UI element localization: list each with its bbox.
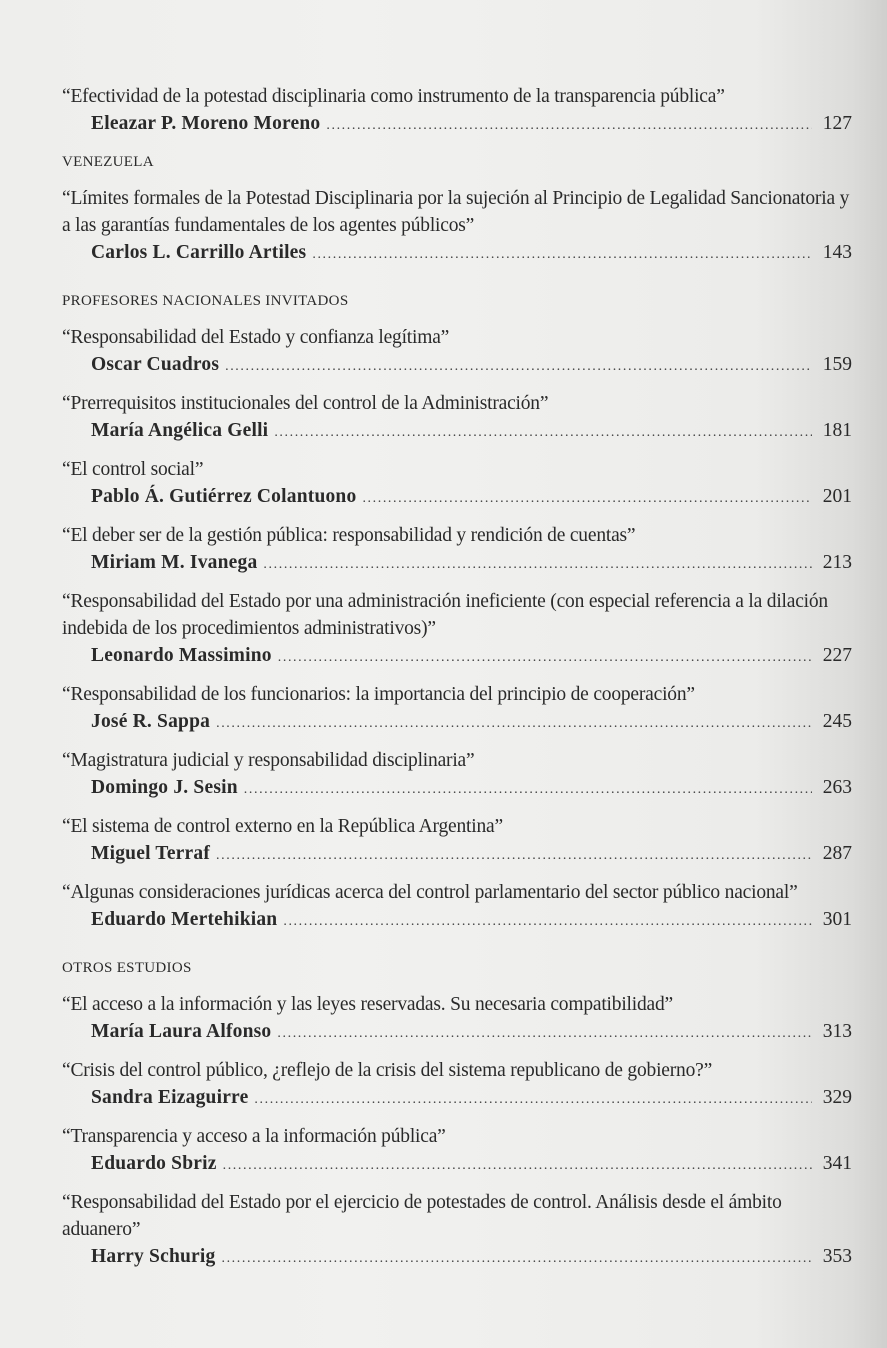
author-line (62, 351, 852, 381)
author-line (62, 483, 852, 513)
entry-page-number: 213 (822, 552, 852, 573)
author-line (62, 1084, 852, 1114)
entry-author: Miguel Terraf (91, 843, 211, 864)
entry-page-number: 301 (822, 909, 852, 930)
entry-title: “Transparencia y acceso a la información pública” (62, 1126, 446, 1147)
entry-title: “El deber ser de la gestión pública: responsabilidad y rendición de cuentas” (62, 525, 636, 546)
entry-title: “Magistratura judicial y responsabilidad disciplinaria” (62, 750, 475, 771)
entry-author: Eduardo Mertehikian (91, 909, 278, 930)
entry-title: “Algunas consideraciones jurídicas acerca del control parlamentario del sector público nacional” (62, 882, 798, 903)
toc-entry (62, 681, 852, 738)
toc-entry (62, 1123, 852, 1180)
toc-entry (62, 185, 852, 269)
author-line (62, 417, 852, 447)
entry-author: José R. Sappa (91, 711, 211, 732)
table-of-contents (62, 83, 852, 1282)
author-line (62, 774, 852, 804)
toc-entry (62, 390, 852, 447)
dot-leader (254, 1086, 812, 1114)
entry-author: Harry Schurig (91, 1246, 216, 1267)
entry-author: Oscar Cuadros (91, 354, 220, 375)
entry-title: “Prerrequisitos institucionales del control de la Administración” (62, 393, 549, 414)
author-line (62, 1150, 852, 1180)
entry-page-number: 245 (822, 711, 852, 732)
toc-entry (62, 522, 852, 579)
toc-entry (62, 879, 852, 936)
entry-author: Eduardo Sbriz (91, 1153, 217, 1174)
toc-entry (62, 1057, 852, 1114)
author-line (62, 1243, 852, 1273)
entry-title: “Responsabilidad del Estado por el ejercicio de potestades de control. Análisis desde el ámbito aduanero” (62, 1192, 782, 1240)
author-line (62, 1018, 852, 1048)
dot-leader (223, 1152, 812, 1180)
author-line (62, 906, 852, 936)
toc-entry (62, 991, 852, 1048)
dot-leader (362, 485, 812, 513)
author-line (62, 840, 852, 870)
dot-leader (263, 551, 812, 579)
entry-author: Eleazar P. Moreno Moreno (91, 113, 321, 134)
entry-page-number: 341 (822, 1153, 852, 1174)
entry-page-number: 159 (822, 354, 852, 375)
entry-page-number: 313 (822, 1021, 852, 1042)
dot-leader (326, 112, 812, 140)
author-line (62, 549, 852, 579)
entry-title: “Efectividad de la potestad disciplinaria como instrumento de la transparencia pública” (62, 86, 725, 107)
entry-author: María Angélica Gelli (91, 420, 269, 441)
entry-page-number: 287 (822, 843, 852, 864)
entry-page-number: 329 (822, 1087, 852, 1108)
entry-author: Sandra Eizaguirre (91, 1087, 249, 1108)
toc-entry (62, 1189, 852, 1273)
dot-leader (312, 241, 812, 269)
dot-leader (283, 908, 812, 936)
author-line (62, 642, 852, 672)
entry-author: Domingo J. Sesin (91, 777, 238, 798)
entry-page-number: 227 (822, 645, 852, 666)
toc-entry (62, 588, 852, 672)
entry-title: “Responsabilidad del Estado y confianza legítima” (62, 327, 450, 348)
dot-leader (225, 353, 812, 381)
entry-title: “El control social” (62, 459, 204, 480)
author-line (62, 110, 852, 140)
toc-entry (62, 747, 852, 804)
entry-title: “Crisis del control público, ¿reflejo de la crisis del sistema republicano de gobierno?” (62, 1060, 713, 1081)
entry-author: Carlos L. Carrillo Artiles (91, 242, 307, 263)
toc-entry (62, 324, 852, 381)
entry-title: “Responsabilidad del Estado por una administración ineficiente (con especial referencia a la dilación indebida de los procedimientos administrativos)” (62, 591, 828, 639)
entry-page-number: 353 (822, 1246, 852, 1267)
author-line (62, 708, 852, 738)
entry-page-number: 143 (822, 242, 852, 263)
entry-author: Pablo Á. Gutiérrez Colantuono (91, 486, 357, 507)
section-heading: PROFESORES NACIONALES INVITADOS (62, 293, 349, 309)
author-line (62, 239, 852, 269)
dot-leader (216, 842, 812, 870)
toc-entry (62, 83, 852, 140)
toc-entry (62, 456, 852, 513)
entry-page-number: 201 (822, 486, 852, 507)
dot-leader (216, 710, 812, 738)
dot-leader (278, 644, 812, 672)
section-heading: OTROS ESTUDIOS (62, 960, 192, 976)
entry-title: “Límites formales de la Potestad Disciplinaria por la sujeción al Principio de Legalidad Sancionatoria y a las garantías fundamentales de los agentes públicos” (62, 188, 850, 236)
entry-page-number: 263 (822, 777, 852, 798)
entry-author: Miriam M. Ivanega (91, 552, 258, 573)
entry-page-number: 181 (822, 420, 852, 441)
toc-entry (62, 813, 852, 870)
entry-author: Leonardo Massimino (91, 645, 272, 666)
dot-leader (244, 776, 812, 804)
entry-page-number: 127 (822, 113, 852, 134)
dot-leader (274, 419, 812, 447)
entry-title: “El sistema de control externo en la República Argentina” (62, 816, 503, 837)
dot-leader (221, 1245, 812, 1273)
entry-title: “El acceso a la información y las leyes reservadas. Su necesaria compatibilidad” (62, 994, 673, 1015)
section-heading: VENEZUELA (62, 154, 154, 170)
dot-leader (277, 1020, 812, 1048)
entry-title: “Responsabilidad de los funcionarios: la importancia del principio de cooperación” (62, 684, 695, 705)
entry-author: María Laura Alfonso (91, 1021, 272, 1042)
